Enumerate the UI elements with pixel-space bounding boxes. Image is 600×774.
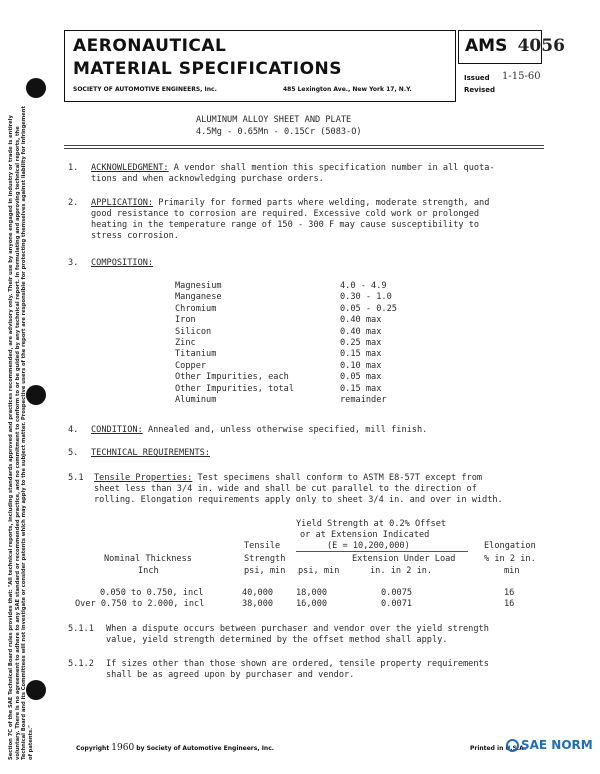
composition-element: Manganese bbox=[175, 292, 222, 303]
material-name: ALUMINUM ALLOY SHEET AND PLATE bbox=[196, 115, 352, 125]
s51-title: Tensile Properties: bbox=[94, 473, 193, 483]
copyright-post: by Society of Automotive Engineers, Inc. bbox=[136, 745, 275, 752]
row1-yield: 16,000 bbox=[296, 599, 328, 609]
composition-element: Magnesium bbox=[175, 281, 222, 291]
composition-element: Chromium bbox=[175, 303, 217, 314]
s2-text-c: heating in the temperature range of 150 - 300 F may cause susceptibility to bbox=[91, 220, 480, 230]
row1-tensile: 38,000 bbox=[242, 599, 274, 609]
watermark-text: SAE NORM bbox=[521, 738, 593, 752]
material-formula: 4.5Mg - 0.65Mn - 0.15Cr (5083-O) bbox=[196, 127, 362, 137]
yield-head-1: Yield Strength at 0.2% Offset bbox=[296, 519, 447, 529]
yield-underline bbox=[296, 551, 468, 552]
composition-element: Other Impurities, total bbox=[175, 383, 294, 394]
s1-num: 1. bbox=[68, 163, 79, 173]
issued-date: 1-15-60 bbox=[502, 71, 541, 82]
s2-line-a bbox=[91, 198, 489, 208]
s512-text-b: shall be as agreed upon by purchaser and vendor. bbox=[106, 670, 355, 680]
s511-text-b: value, yield strength determined by the offset method shall apply. bbox=[106, 635, 448, 645]
composition-value: 0.05 max bbox=[340, 372, 382, 383]
s51-num: 5.1 bbox=[68, 473, 84, 483]
composition-element: Silicon bbox=[175, 326, 212, 337]
watermark-icon bbox=[506, 739, 519, 752]
row1-elongation: 16 bbox=[504, 599, 515, 609]
s4-title: CONDITION: bbox=[91, 425, 143, 435]
nominal-head-1: Nominal Thickness bbox=[104, 554, 192, 564]
composition-row bbox=[175, 384, 397, 395]
composition-row bbox=[175, 372, 397, 383]
composition-row bbox=[175, 281, 397, 292]
punch-hole-top bbox=[26, 78, 46, 98]
society-address: 485 Lexington Ave., New York 17, N.Y. bbox=[283, 86, 412, 93]
copyright bbox=[76, 743, 274, 753]
composition-element: Zinc bbox=[175, 338, 196, 349]
title-line-1: AERONAUTICAL bbox=[73, 36, 227, 56]
composition-value: 0.40 max bbox=[340, 326, 382, 337]
s3-num: 3. bbox=[68, 258, 79, 268]
composition-row bbox=[175, 338, 397, 349]
composition-value: 4.0 - 4.9 bbox=[340, 281, 387, 291]
composition-value: 0.15 max bbox=[340, 349, 382, 360]
copyright-pre: Copyright bbox=[76, 745, 110, 752]
issued-label: Issued bbox=[464, 74, 490, 82]
row0-tensile: 40,000 bbox=[242, 588, 274, 598]
composition-value: remainder bbox=[340, 395, 387, 406]
s51-line-a bbox=[94, 473, 482, 483]
revised-label: Revised bbox=[464, 86, 496, 94]
composition-value: 0.30 - 1.0 bbox=[340, 292, 392, 303]
s1-text-a: A vendor shall mention this specification number in all quota- bbox=[173, 163, 495, 173]
s51-text-a: Test specimens shall conform to ASTM E8-57T except from bbox=[197, 473, 483, 483]
composition-row bbox=[175, 304, 397, 315]
side-disclaimer: Section 7C of the SAE Technical Board rules provides that: "All technical reports, including standards approved and practices recommended, are advisory only. Their use by anyone engaged in industry or trade is entirely voluntary. There is no agreement to adhere to any SAE standard or recommended practice, and no commitment to conform to or be guided by any technical report. In formulating and approving technical reports, the Technical Board and its Committees will not investigate or consider patents which may apply to the subject matter. Prospective users of the report are responsible for protecting themselves against liability for infringement of patents." bbox=[8, 106, 34, 760]
elong-head-2: % in 2 in. bbox=[484, 554, 536, 564]
s4-line bbox=[91, 425, 427, 435]
tensile-head-1: Tensile bbox=[244, 541, 281, 551]
s5-num: 5. bbox=[68, 448, 79, 458]
s4-text: Annealed and, unless otherwise specified, mill finish. bbox=[147, 425, 428, 435]
sub-in-in: in. in 2 in. bbox=[370, 566, 433, 576]
composition-row bbox=[175, 395, 397, 406]
composition-table bbox=[175, 281, 397, 406]
composition-value: 0.25 max bbox=[340, 338, 382, 349]
printed-in: Printed in U.S.A. bbox=[470, 745, 527, 752]
row1-extension: 0.0071 bbox=[381, 599, 413, 609]
watermark bbox=[506, 738, 593, 752]
composition-element: Aluminum bbox=[175, 395, 217, 406]
spec-number bbox=[465, 36, 565, 56]
composition-value: 0.10 max bbox=[340, 360, 382, 371]
composition-element: Iron bbox=[175, 315, 196, 326]
s511-text-a: When a dispute occurs between purchaser and vendor over the yield strength bbox=[106, 624, 489, 634]
composition-list bbox=[175, 281, 397, 406]
rule-top bbox=[64, 145, 544, 146]
s4-num: 4. bbox=[68, 425, 79, 435]
composition-element: Other Impurities, each bbox=[175, 372, 289, 383]
composition-value: 0.40 max bbox=[340, 315, 382, 326]
spec-label: AMS bbox=[465, 36, 508, 56]
row0-elongation: 16 bbox=[504, 588, 515, 598]
yield-head-3: (E = 10,200,000) bbox=[327, 541, 410, 551]
composition-element: Copper bbox=[175, 360, 207, 371]
header-box bbox=[64, 30, 456, 102]
society-name: SOCIETY OF AUTOMOTIVE ENGINEERS, Inc. bbox=[73, 86, 217, 93]
elong-head-1: Elongation bbox=[484, 541, 536, 551]
spec-code: 4056 bbox=[517, 36, 565, 56]
composition-value: 0.05 - 0.25 bbox=[340, 303, 397, 314]
ext-head-1: Extension Under Load bbox=[352, 554, 456, 564]
s2-text-d: stress corrosion. bbox=[91, 231, 179, 241]
s512-text-a: If sizes other than those shown are ordered, tensile property requirements bbox=[106, 659, 489, 669]
sub-psi-min-a: psi, min bbox=[244, 566, 286, 576]
s51-text-b: sheet less than 3/4 in. wide and shall be cut parallel to the direction of bbox=[94, 484, 477, 494]
spec-number-box bbox=[458, 30, 565, 64]
s1-title: ACKNOWLEDGMENT: bbox=[91, 163, 169, 173]
composition-value: 0.15 max bbox=[340, 383, 382, 394]
row1-thickness: Over 0.750 to 2.000, incl bbox=[75, 599, 205, 609]
composition-row bbox=[175, 349, 397, 360]
s1-text-b: tions and when acknowledging purchase orders. bbox=[91, 174, 324, 184]
title-line-2: MATERIAL SPECIFICATIONS bbox=[73, 59, 342, 79]
s2-text-b: good resistance to corrosion are required. Excessive cold work or prolonged bbox=[91, 209, 480, 219]
composition-row bbox=[175, 292, 397, 303]
s3-title: COMPOSITION: bbox=[91, 258, 154, 268]
composition-row bbox=[175, 327, 397, 338]
row0-thickness: 0.050 to 0.750, incl bbox=[100, 588, 204, 598]
s2-text-a: Primarily for formed parts where welding, moderate strength, and bbox=[158, 198, 490, 208]
s2-title: APPLICATION: bbox=[91, 198, 154, 208]
yield-head-2: or at Extension Indicated bbox=[300, 530, 430, 540]
copyright-year: 1960 bbox=[111, 743, 135, 753]
s512-num: 5.1.2 bbox=[68, 659, 94, 669]
s2-num: 2. bbox=[68, 198, 79, 208]
sub-psi-min-b: psi, min bbox=[298, 566, 340, 576]
s1-line-a bbox=[91, 163, 495, 173]
composition-row bbox=[175, 361, 397, 372]
s5-title: TECHNICAL REQUIREMENTS: bbox=[91, 448, 210, 458]
tensile-head-2: Strength bbox=[244, 554, 286, 564]
composition-row bbox=[175, 315, 397, 326]
row0-yield: 18,000 bbox=[296, 588, 328, 598]
s511-num: 5.1.1 bbox=[68, 624, 94, 634]
s51-text-c: rolling. Elongation requirements apply only to sheet 3/4 in. and over in width. bbox=[94, 495, 503, 505]
sub-min: min bbox=[504, 566, 520, 576]
nominal-head-2: Inch bbox=[138, 566, 159, 576]
row0-extension: 0.0075 bbox=[381, 588, 413, 598]
composition-element: Titanium bbox=[175, 349, 217, 360]
rule-mid bbox=[64, 148, 544, 149]
